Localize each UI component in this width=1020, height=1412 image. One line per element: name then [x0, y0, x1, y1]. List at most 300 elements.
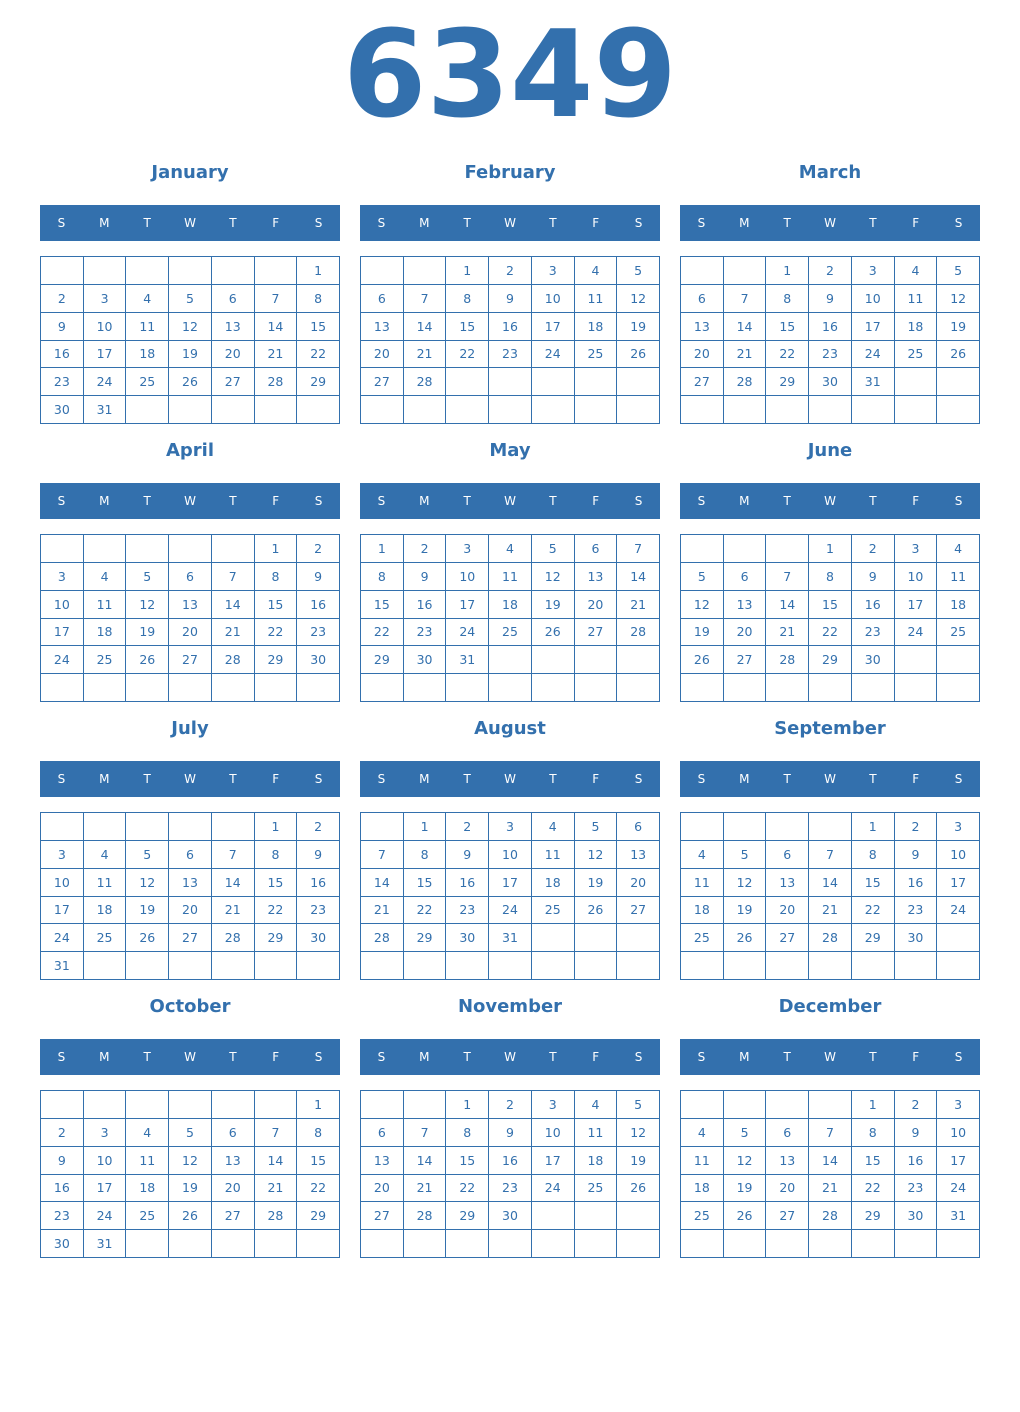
day-cell: 25 [126, 368, 169, 396]
day-cell: 13 [575, 563, 618, 591]
weekday-header [680, 761, 980, 797]
weekday-label: W [824, 772, 836, 786]
day-cell: 27 [212, 368, 255, 396]
day-cell: 15 [446, 1147, 489, 1175]
day-cell: 19 [169, 341, 212, 369]
day-cell: 16 [41, 341, 84, 369]
day-cell: 28 [361, 924, 404, 952]
day-cell: 3 [895, 535, 938, 563]
day-cell: 14 [212, 591, 255, 619]
day-cell: 24 [532, 1175, 575, 1203]
day-cell: 31 [41, 952, 84, 980]
day-cell: 13 [766, 869, 809, 897]
day-cell: 26 [617, 1175, 660, 1203]
day-cell: 25 [84, 924, 127, 952]
weekday-label: T [549, 772, 557, 786]
day-cell: 5 [617, 1091, 660, 1119]
month-name: December [778, 996, 882, 1017]
weekday-label: W [504, 772, 516, 786]
empty-cell [255, 1091, 298, 1119]
day-cell: 3 [41, 563, 84, 591]
empty-cell [766, 535, 809, 563]
day-cell: 17 [852, 313, 895, 341]
day-cell: 8 [852, 841, 895, 869]
empty-cell [404, 1091, 447, 1119]
day-cell: 26 [724, 924, 767, 952]
empty-cell [895, 396, 938, 424]
empty-cell [404, 1230, 447, 1258]
day-cell: 27 [575, 619, 618, 647]
weekday-label: S [634, 1050, 643, 1064]
day-cell: 7 [212, 563, 255, 591]
weekday-label: T [463, 1050, 471, 1064]
day-cell: 7 [255, 285, 298, 313]
weekday-label: W [504, 216, 516, 230]
weekday-label: T [869, 1050, 877, 1064]
weekday-label: W [184, 772, 196, 786]
day-cell: 3 [852, 257, 895, 285]
empty-cell [169, 1230, 212, 1258]
day-cell: 28 [809, 1202, 852, 1230]
day-cell: 15 [404, 869, 447, 897]
empty-cell [532, 1202, 575, 1230]
empty-cell [169, 535, 212, 563]
day-cell: 3 [937, 813, 980, 841]
weekday-label: S [634, 772, 643, 786]
weekday-label: F [272, 1050, 280, 1064]
day-cell: 29 [297, 1202, 340, 1230]
weekday-label: S [954, 772, 963, 786]
day-cell: 28 [212, 924, 255, 952]
day-cell: 13 [212, 313, 255, 341]
weekday-label: W [184, 494, 196, 508]
day-cell: 16 [446, 869, 489, 897]
weekday-label: W [824, 494, 836, 508]
day-cell: 25 [937, 619, 980, 647]
day-cell: 30 [41, 396, 84, 424]
day-cell: 18 [681, 897, 724, 925]
day-cell: 6 [766, 1119, 809, 1147]
day-cell: 14 [255, 1147, 298, 1175]
empty-cell [681, 813, 724, 841]
day-cell: 22 [361, 619, 404, 647]
weekday-label: S [314, 1050, 323, 1064]
day-cell: 9 [41, 1147, 84, 1175]
day-cell: 9 [895, 841, 938, 869]
empty-cell [617, 396, 660, 424]
day-cell: 13 [617, 841, 660, 869]
day-cell: 2 [41, 285, 84, 313]
day-cell: 2 [297, 535, 340, 563]
day-cell: 20 [617, 869, 660, 897]
empty-cell [489, 1230, 532, 1258]
weekday-label: F [912, 494, 920, 508]
day-cell: 24 [895, 619, 938, 647]
empty-cell [937, 924, 980, 952]
day-cell: 12 [724, 869, 767, 897]
day-cell: 29 [766, 368, 809, 396]
day-cell: 2 [446, 813, 489, 841]
day-cell: 8 [404, 841, 447, 869]
day-cell: 6 [617, 813, 660, 841]
weekday-header [360, 483, 660, 519]
day-cell: 17 [84, 341, 127, 369]
empty-cell [446, 952, 489, 980]
day-cell: 13 [169, 591, 212, 619]
day-cell: 12 [575, 841, 618, 869]
empty-cell [404, 257, 447, 285]
empty-cell [617, 952, 660, 980]
day-cell: 7 [404, 285, 447, 313]
empty-cell [404, 396, 447, 424]
weekday-label: T [869, 216, 877, 230]
day-cell: 27 [766, 924, 809, 952]
day-cell: 23 [41, 1202, 84, 1230]
day-cell: 2 [297, 813, 340, 841]
day-cell: 23 [41, 368, 84, 396]
weekday-label: W [504, 494, 516, 508]
empty-cell [681, 535, 724, 563]
day-cell: 9 [489, 1119, 532, 1147]
day-cell: 20 [361, 1175, 404, 1203]
day-cell: 23 [404, 619, 447, 647]
weekday-label: F [592, 772, 600, 786]
day-cell: 14 [404, 1147, 447, 1175]
weekday-label: M [419, 1050, 430, 1064]
weekday-header [680, 205, 980, 241]
empty-cell [255, 952, 298, 980]
empty-cell [126, 396, 169, 424]
day-cell: 27 [169, 924, 212, 952]
day-cell: 20 [724, 619, 767, 647]
empty-cell [937, 674, 980, 702]
day-cell: 7 [255, 1119, 298, 1147]
empty-cell [446, 1230, 489, 1258]
day-cell: 5 [126, 563, 169, 591]
day-cell: 5 [575, 813, 618, 841]
day-cell: 21 [404, 1175, 447, 1203]
day-cell: 9 [41, 313, 84, 341]
day-cell: 1 [255, 813, 298, 841]
day-cell: 14 [361, 869, 404, 897]
empty-cell [766, 396, 809, 424]
day-cell: 1 [361, 535, 404, 563]
empty-cell [169, 674, 212, 702]
day-cell: 6 [766, 841, 809, 869]
empty-cell [937, 396, 980, 424]
month-name: June [807, 440, 853, 461]
day-grid [40, 256, 340, 424]
day-cell: 8 [446, 285, 489, 313]
day-cell: 12 [126, 869, 169, 897]
day-cell: 5 [724, 1119, 767, 1147]
month-name: October [149, 996, 231, 1017]
day-cell: 19 [126, 897, 169, 925]
day-cell: 12 [724, 1147, 767, 1175]
day-cell: 11 [126, 313, 169, 341]
empty-cell [937, 952, 980, 980]
empty-cell [489, 674, 532, 702]
empty-cell [532, 396, 575, 424]
day-cell: 25 [575, 341, 618, 369]
day-cell: 8 [766, 285, 809, 313]
weekday-header [40, 205, 340, 241]
empty-cell [575, 1202, 618, 1230]
weekday-label: M [419, 216, 430, 230]
empty-cell [84, 257, 127, 285]
empty-cell [297, 1230, 340, 1258]
day-cell: 27 [766, 1202, 809, 1230]
weekday-label: S [377, 494, 386, 508]
empty-cell [212, 674, 255, 702]
day-cell: 23 [809, 341, 852, 369]
day-cell: 15 [255, 591, 298, 619]
day-cell: 6 [724, 563, 767, 591]
empty-cell [446, 396, 489, 424]
day-cell: 31 [937, 1202, 980, 1230]
weekday-label: T [783, 772, 791, 786]
empty-cell [297, 396, 340, 424]
day-cell: 23 [489, 1175, 532, 1203]
day-cell: 11 [84, 591, 127, 619]
empty-cell [895, 646, 938, 674]
day-cell: 26 [169, 368, 212, 396]
month-name: November [457, 996, 563, 1017]
empty-cell [532, 674, 575, 702]
empty-cell [84, 674, 127, 702]
day-cell: 11 [126, 1147, 169, 1175]
day-cell: 15 [852, 869, 895, 897]
day-cell: 10 [532, 1119, 575, 1147]
day-cell: 23 [297, 619, 340, 647]
day-cell: 29 [361, 646, 404, 674]
empty-cell [212, 813, 255, 841]
day-cell: 1 [255, 535, 298, 563]
day-cell: 19 [169, 1175, 212, 1203]
day-cell: 7 [766, 563, 809, 591]
empty-cell [575, 368, 618, 396]
day-cell: 12 [937, 285, 980, 313]
day-cell: 2 [895, 1091, 938, 1119]
weekday-label: S [697, 772, 706, 786]
day-grid [680, 812, 980, 980]
day-cell: 8 [446, 1119, 489, 1147]
day-cell: 14 [809, 1147, 852, 1175]
day-cell: 28 [809, 924, 852, 952]
empty-cell [361, 813, 404, 841]
day-cell: 23 [895, 897, 938, 925]
day-cell: 1 [446, 1091, 489, 1119]
empty-cell [361, 1091, 404, 1119]
day-cell: 27 [617, 897, 660, 925]
day-cell: 2 [489, 257, 532, 285]
empty-cell [766, 1091, 809, 1119]
day-cell: 18 [681, 1175, 724, 1203]
day-cell: 27 [361, 368, 404, 396]
weekday-label: S [57, 216, 66, 230]
empty-cell [617, 674, 660, 702]
weekday-label: S [697, 1050, 706, 1064]
day-cell: 30 [895, 924, 938, 952]
day-cell: 6 [212, 1119, 255, 1147]
day-cell: 22 [255, 619, 298, 647]
day-cell: 10 [895, 563, 938, 591]
weekday-label: T [229, 772, 237, 786]
day-cell: 16 [404, 591, 447, 619]
empty-cell [446, 368, 489, 396]
day-cell: 11 [532, 841, 575, 869]
weekday-label: T [463, 772, 471, 786]
day-cell: 21 [809, 897, 852, 925]
day-cell: 30 [895, 1202, 938, 1230]
weekday-label: S [57, 772, 66, 786]
empty-cell [617, 368, 660, 396]
day-cell: 20 [212, 341, 255, 369]
day-cell: 25 [575, 1175, 618, 1203]
empty-cell [617, 1230, 660, 1258]
empty-cell [84, 952, 127, 980]
day-cell: 18 [532, 869, 575, 897]
empty-cell [809, 1230, 852, 1258]
empty-cell [169, 257, 212, 285]
day-cell: 17 [532, 313, 575, 341]
day-cell: 12 [169, 313, 212, 341]
empty-cell [895, 952, 938, 980]
day-cell: 9 [895, 1119, 938, 1147]
day-cell: 27 [361, 1202, 404, 1230]
empty-cell [809, 674, 852, 702]
day-cell: 10 [489, 841, 532, 869]
day-cell: 21 [255, 1175, 298, 1203]
weekday-label: S [954, 494, 963, 508]
empty-cell [809, 1091, 852, 1119]
empty-cell [809, 813, 852, 841]
empty-cell [41, 535, 84, 563]
day-cell: 20 [361, 341, 404, 369]
empty-cell [41, 674, 84, 702]
weekday-label: M [99, 772, 110, 786]
day-cell: 3 [937, 1091, 980, 1119]
empty-cell [532, 952, 575, 980]
empty-cell [361, 396, 404, 424]
day-cell: 22 [766, 341, 809, 369]
day-cell: 29 [852, 924, 895, 952]
empty-cell [126, 674, 169, 702]
weekday-label: S [377, 772, 386, 786]
day-cell: 1 [852, 813, 895, 841]
day-cell: 13 [766, 1147, 809, 1175]
day-cell: 12 [532, 563, 575, 591]
empty-cell [212, 535, 255, 563]
day-cell: 16 [297, 591, 340, 619]
empty-cell [404, 674, 447, 702]
day-cell: 5 [937, 257, 980, 285]
day-cell: 31 [489, 924, 532, 952]
empty-cell [84, 535, 127, 563]
weekday-label: T [869, 494, 877, 508]
empty-cell [404, 952, 447, 980]
empty-cell [852, 952, 895, 980]
day-cell: 17 [489, 869, 532, 897]
day-grid [360, 256, 660, 424]
empty-cell [532, 924, 575, 952]
month-name: January [151, 162, 229, 183]
day-cell: 18 [489, 591, 532, 619]
empty-cell [489, 952, 532, 980]
day-cell: 22 [255, 897, 298, 925]
weekday-label: F [592, 1050, 600, 1064]
empty-cell [169, 813, 212, 841]
day-cell: 24 [532, 341, 575, 369]
day-cell: 12 [617, 285, 660, 313]
day-cell: 16 [852, 591, 895, 619]
day-cell: 10 [84, 313, 127, 341]
empty-cell [126, 535, 169, 563]
day-cell: 5 [681, 563, 724, 591]
day-cell: 12 [617, 1119, 660, 1147]
day-cell: 7 [617, 535, 660, 563]
day-cell: 18 [937, 591, 980, 619]
day-cell: 11 [895, 285, 938, 313]
day-cell: 29 [255, 646, 298, 674]
day-cell: 26 [617, 341, 660, 369]
day-cell: 18 [84, 619, 127, 647]
day-cell: 12 [169, 1147, 212, 1175]
empty-cell [681, 257, 724, 285]
day-cell: 3 [532, 257, 575, 285]
empty-cell [361, 674, 404, 702]
day-cell: 30 [489, 1202, 532, 1230]
day-cell: 6 [361, 285, 404, 313]
weekday-header [680, 1039, 980, 1075]
weekday-label: T [143, 216, 151, 230]
day-cell: 3 [84, 285, 127, 313]
day-cell: 4 [532, 813, 575, 841]
day-cell: 18 [126, 1175, 169, 1203]
day-cell: 13 [212, 1147, 255, 1175]
day-cell: 19 [724, 897, 767, 925]
day-cell: 26 [126, 924, 169, 952]
empty-cell [937, 1230, 980, 1258]
day-cell: 1 [297, 257, 340, 285]
weekday-label: M [419, 772, 430, 786]
weekday-label: S [377, 1050, 386, 1064]
day-cell: 22 [852, 1175, 895, 1203]
day-cell: 18 [575, 1147, 618, 1175]
weekday-label: M [739, 216, 750, 230]
empty-cell [575, 924, 618, 952]
day-cell: 18 [84, 897, 127, 925]
day-cell: 28 [617, 619, 660, 647]
day-cell: 9 [404, 563, 447, 591]
day-cell: 26 [575, 897, 618, 925]
day-cell: 2 [489, 1091, 532, 1119]
weekday-label: F [912, 772, 920, 786]
day-cell: 11 [681, 1147, 724, 1175]
weekday-label: T [143, 494, 151, 508]
weekday-header [40, 483, 340, 519]
day-cell: 26 [681, 646, 724, 674]
month-name: September [774, 718, 886, 739]
day-cell: 23 [489, 341, 532, 369]
day-cell: 22 [446, 1175, 489, 1203]
weekday-label: T [143, 772, 151, 786]
day-grid [40, 534, 340, 702]
day-cell: 26 [126, 646, 169, 674]
empty-cell [255, 396, 298, 424]
empty-cell [84, 813, 127, 841]
day-cell: 3 [446, 535, 489, 563]
